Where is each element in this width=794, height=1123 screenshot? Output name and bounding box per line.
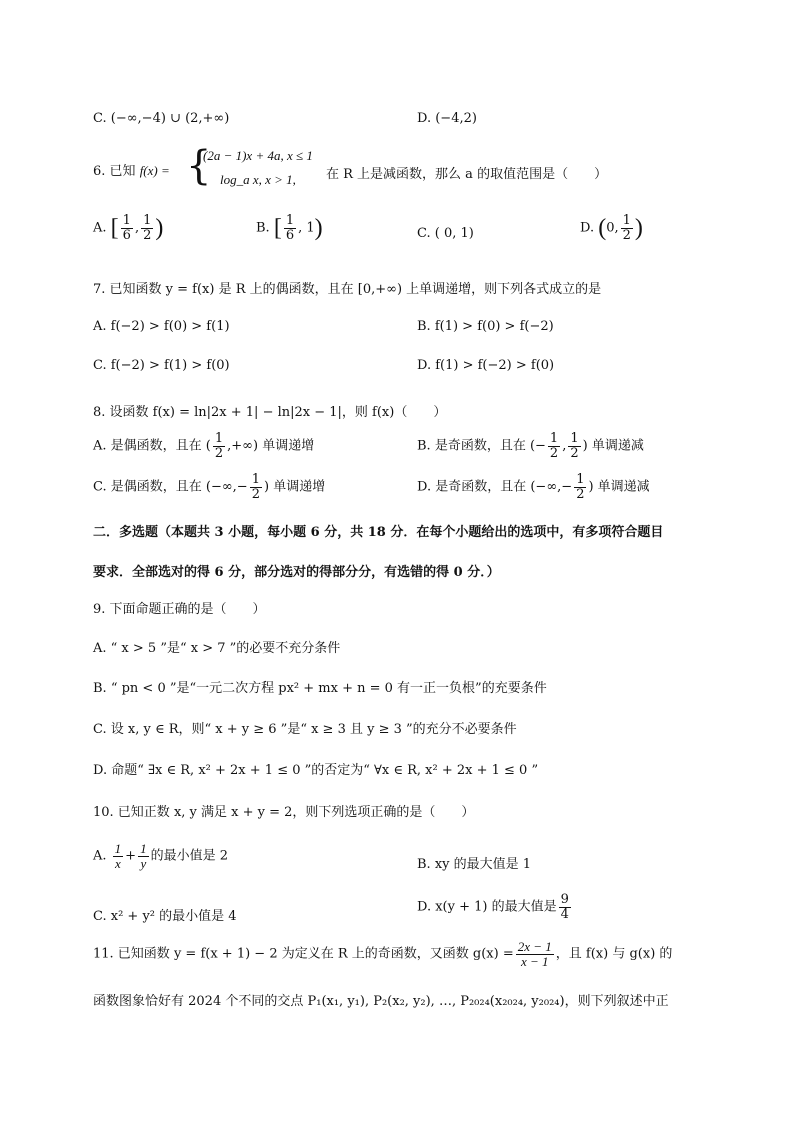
q7-option-d: D. f(1) > f(−2) > f(0) <box>417 358 555 373</box>
q8-stem: 8. 设函数 f(x) = ln|2x + 1| − ln|2x − 1|，则 f(x)（ ） <box>93 405 447 420</box>
q6-piecewise-brace: { <box>186 143 212 189</box>
q9-option-b: B. “ pn < 0 ”是“一元二次方程 px² + mx + n = 0 有一正一负根”的充要条件 <box>93 681 547 696</box>
q6-option-d: D. (0, $\frac{1}{2}$ ) <box>580 213 643 243</box>
q6-option-b: B. [ $\frac{1}{6}$ , 1) <box>256 213 323 243</box>
q9-option-a: A. “ x > 5 ”是“ x > 7 ”的必要不充分条件 <box>93 641 341 656</box>
q8-option-d: D. 是奇函数，且在 (−∞,− $\frac{1}{2}$ ) 单调递减 <box>417 472 650 502</box>
q10-stem: 10. 已知正数 x, y 满足 x + y = 2，则下列选项正确的是（ ） <box>93 805 475 820</box>
q6-function: f(x) = <box>139 163 170 178</box>
q9-stem: 9. 下面命题正确的是（ ） <box>93 602 266 617</box>
q11-stem-line1: 11. 已知函数 y = f(x + 1) − 2 为定义在 R 上的奇函数，又函数 g(x) = $\frac{2x - 1}{x - 1}$ ，且 f(x) 与 g(x) 的 <box>93 939 673 969</box>
q8-option-b: B. 是奇函数，且在 (− $\frac{1}{2}$ , $\frac{1}{2}$ ) 单调递减 <box>417 431 644 461</box>
q9-option-c: C. 设 x, y ∈ R，则“ x + y ≥ 6 ”是“ x ≥ 3 且 y ≥ 3 ”的充分不必要条件 <box>93 722 517 737</box>
q7-option-a: A. f(−2) > f(0) > f(1) <box>93 319 230 334</box>
section2-heading-line2: 要求．全部选对的得 6 分，部分选对的得部分分，有选错的得 0 分．） <box>93 565 500 580</box>
q10-option-a: A. $\frac{1}{x}$ + $\frac{1}{y}$ 的最小值是 2 <box>93 841 228 871</box>
section2-heading-line1: 二．多选题（本题共 3 小题，每小题 6 分，共 18 分．在每个小题给出的选项中，有多项符合题目 <box>93 525 664 540</box>
q6-tail: 在 R 上是减函数，那么 a 的取值范围是（ ） <box>326 167 608 182</box>
q6-case-2: log_a x, x > 1, <box>220 172 296 187</box>
q10-option-b: B. xy 的最大值是 1 <box>417 857 532 872</box>
q5-option-d: D. (−4,2) <box>417 111 477 126</box>
q11-stem-line2: 函数图象恰好有 2024 个不同的交点 P₁(x₁, y₁), P₂(x₂, y₂), …, P₂₀₂₄(x₂₀₂₄, y₂₀₂₄)，则下列叙述中正 <box>93 994 669 1009</box>
q5-option-c: C. (−∞,−4) ∪ (2,+∞) <box>93 111 230 126</box>
q7-option-b: B. f(1) > f(0) > f(−2) <box>417 319 554 334</box>
q6-stem <box>93 160 170 179</box>
q9-option-d: D. 命题“ ∃x ∈ R, x² + 2x + 1 ≤ 0 ”的否定为“ ∀x ∈ R, x² + 2x + 1 ≤ 0 ” <box>93 763 539 778</box>
q8-option-c: C. 是偶函数，且在 (−∞,− $\frac{1}{2}$ ) 单调递增 <box>93 472 326 502</box>
q8-option-a: A. 是偶函数，且在 ( $\frac{1}{2}$ ,+∞) 单调递增 <box>93 431 315 461</box>
q7-stem: 7. 已知函数 y = f(x) 是 R 上的偶函数，且在 [0,+∞) 上单调递增，则下列各式成立的是 <box>93 282 602 297</box>
q10-option-c: C. x² + y² 的最小值是 4 <box>93 909 237 924</box>
q6-number: 6. 已知 <box>93 164 136 179</box>
q10-option-d: D. x(y + 1) 的最大值是 $\frac{9}{4}$ <box>417 892 569 922</box>
q6-option-c: C. ( 0, 1) <box>417 226 474 241</box>
q7-option-c: C. f(−2) > f(1) > f(0) <box>93 358 230 373</box>
q6-option-a: A. [ $\frac{1}{6}$ , $\frac{1}{2}$ ) <box>93 213 164 243</box>
q6-case-1: (2a − 1)x + 4a, x ≤ 1 <box>203 148 313 163</box>
